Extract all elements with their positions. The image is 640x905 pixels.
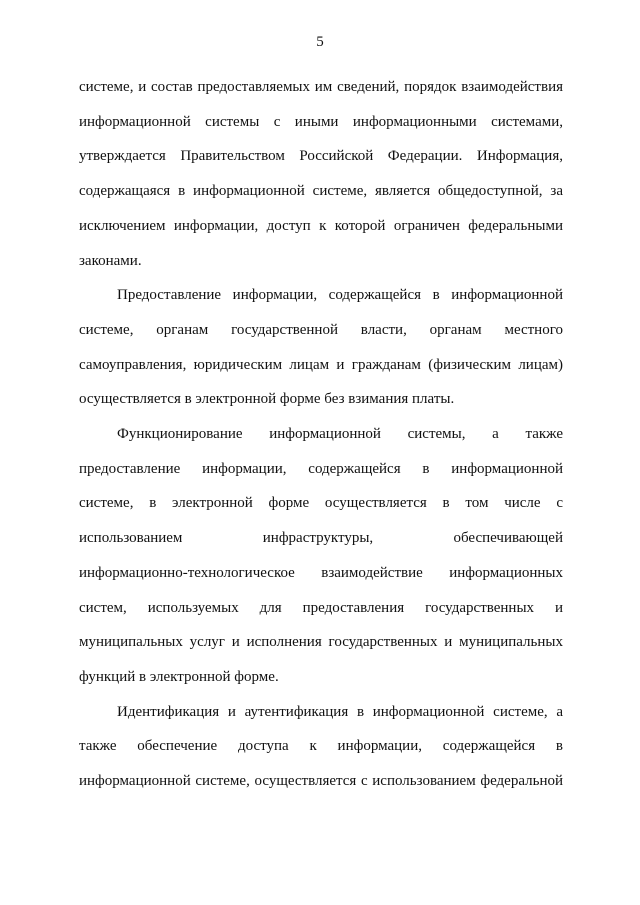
- text-line: также обеспечение доступа к информации, содержащейся в: [79, 738, 563, 755]
- paragraph-4: [79, 695, 563, 799]
- text-line: использованием инфраструктуры, обеспечивающей: [79, 530, 563, 547]
- text-line: информационной системе, осуществляется с использованием федеральной: [79, 773, 563, 790]
- text-line: Предоставление информации, содержащейся в информационной: [117, 287, 563, 304]
- text-line: систем, используемых для предоставления государственных и: [79, 599, 563, 616]
- text-line: Идентификация и аутентификация в информационной системе, а: [117, 703, 563, 720]
- document-body: [79, 70, 563, 799]
- text-line: системе, в электронной форме осуществляется в том числе с: [79, 495, 563, 512]
- text-line: функций в электронной форме.: [79, 668, 279, 685]
- text-line: содержащаяся в информационной системе, является общедоступной, за: [79, 183, 563, 200]
- paragraph-2: [79, 278, 563, 417]
- text-line: предоставление информации, содержащейся в информационной: [79, 460, 563, 477]
- text-line: информационно-технологическое взаимодействие информационных: [79, 564, 563, 581]
- paragraph-1: [79, 70, 563, 278]
- page-number: 5: [316, 34, 324, 50]
- text-line: самоуправления, юридическим лицам и гражданам (физическим лицам): [79, 356, 563, 373]
- text-line: муниципальных услуг и исполнения государственных и муниципальных: [79, 634, 563, 651]
- text-line: утверждается Правительством Российской Федерации. Информация,: [79, 148, 563, 165]
- text-line: законами.: [79, 252, 142, 269]
- text-line: Функционирование информационной системы, а также: [117, 426, 563, 443]
- text-line: системе, и состав предоставляемых им сведений, порядок взаимодействия: [79, 79, 563, 95]
- text-line: системе, органам государственной власти, органам местного: [79, 321, 563, 338]
- text-line: информационной системы с иными информационными системами,: [79, 113, 563, 130]
- text-line: исключением информации, доступ к которой ограничен федеральными: [79, 217, 563, 234]
- text-line: осуществляется в электронной форме без взимания платы.: [79, 391, 455, 408]
- paragraph-3: [79, 417, 563, 695]
